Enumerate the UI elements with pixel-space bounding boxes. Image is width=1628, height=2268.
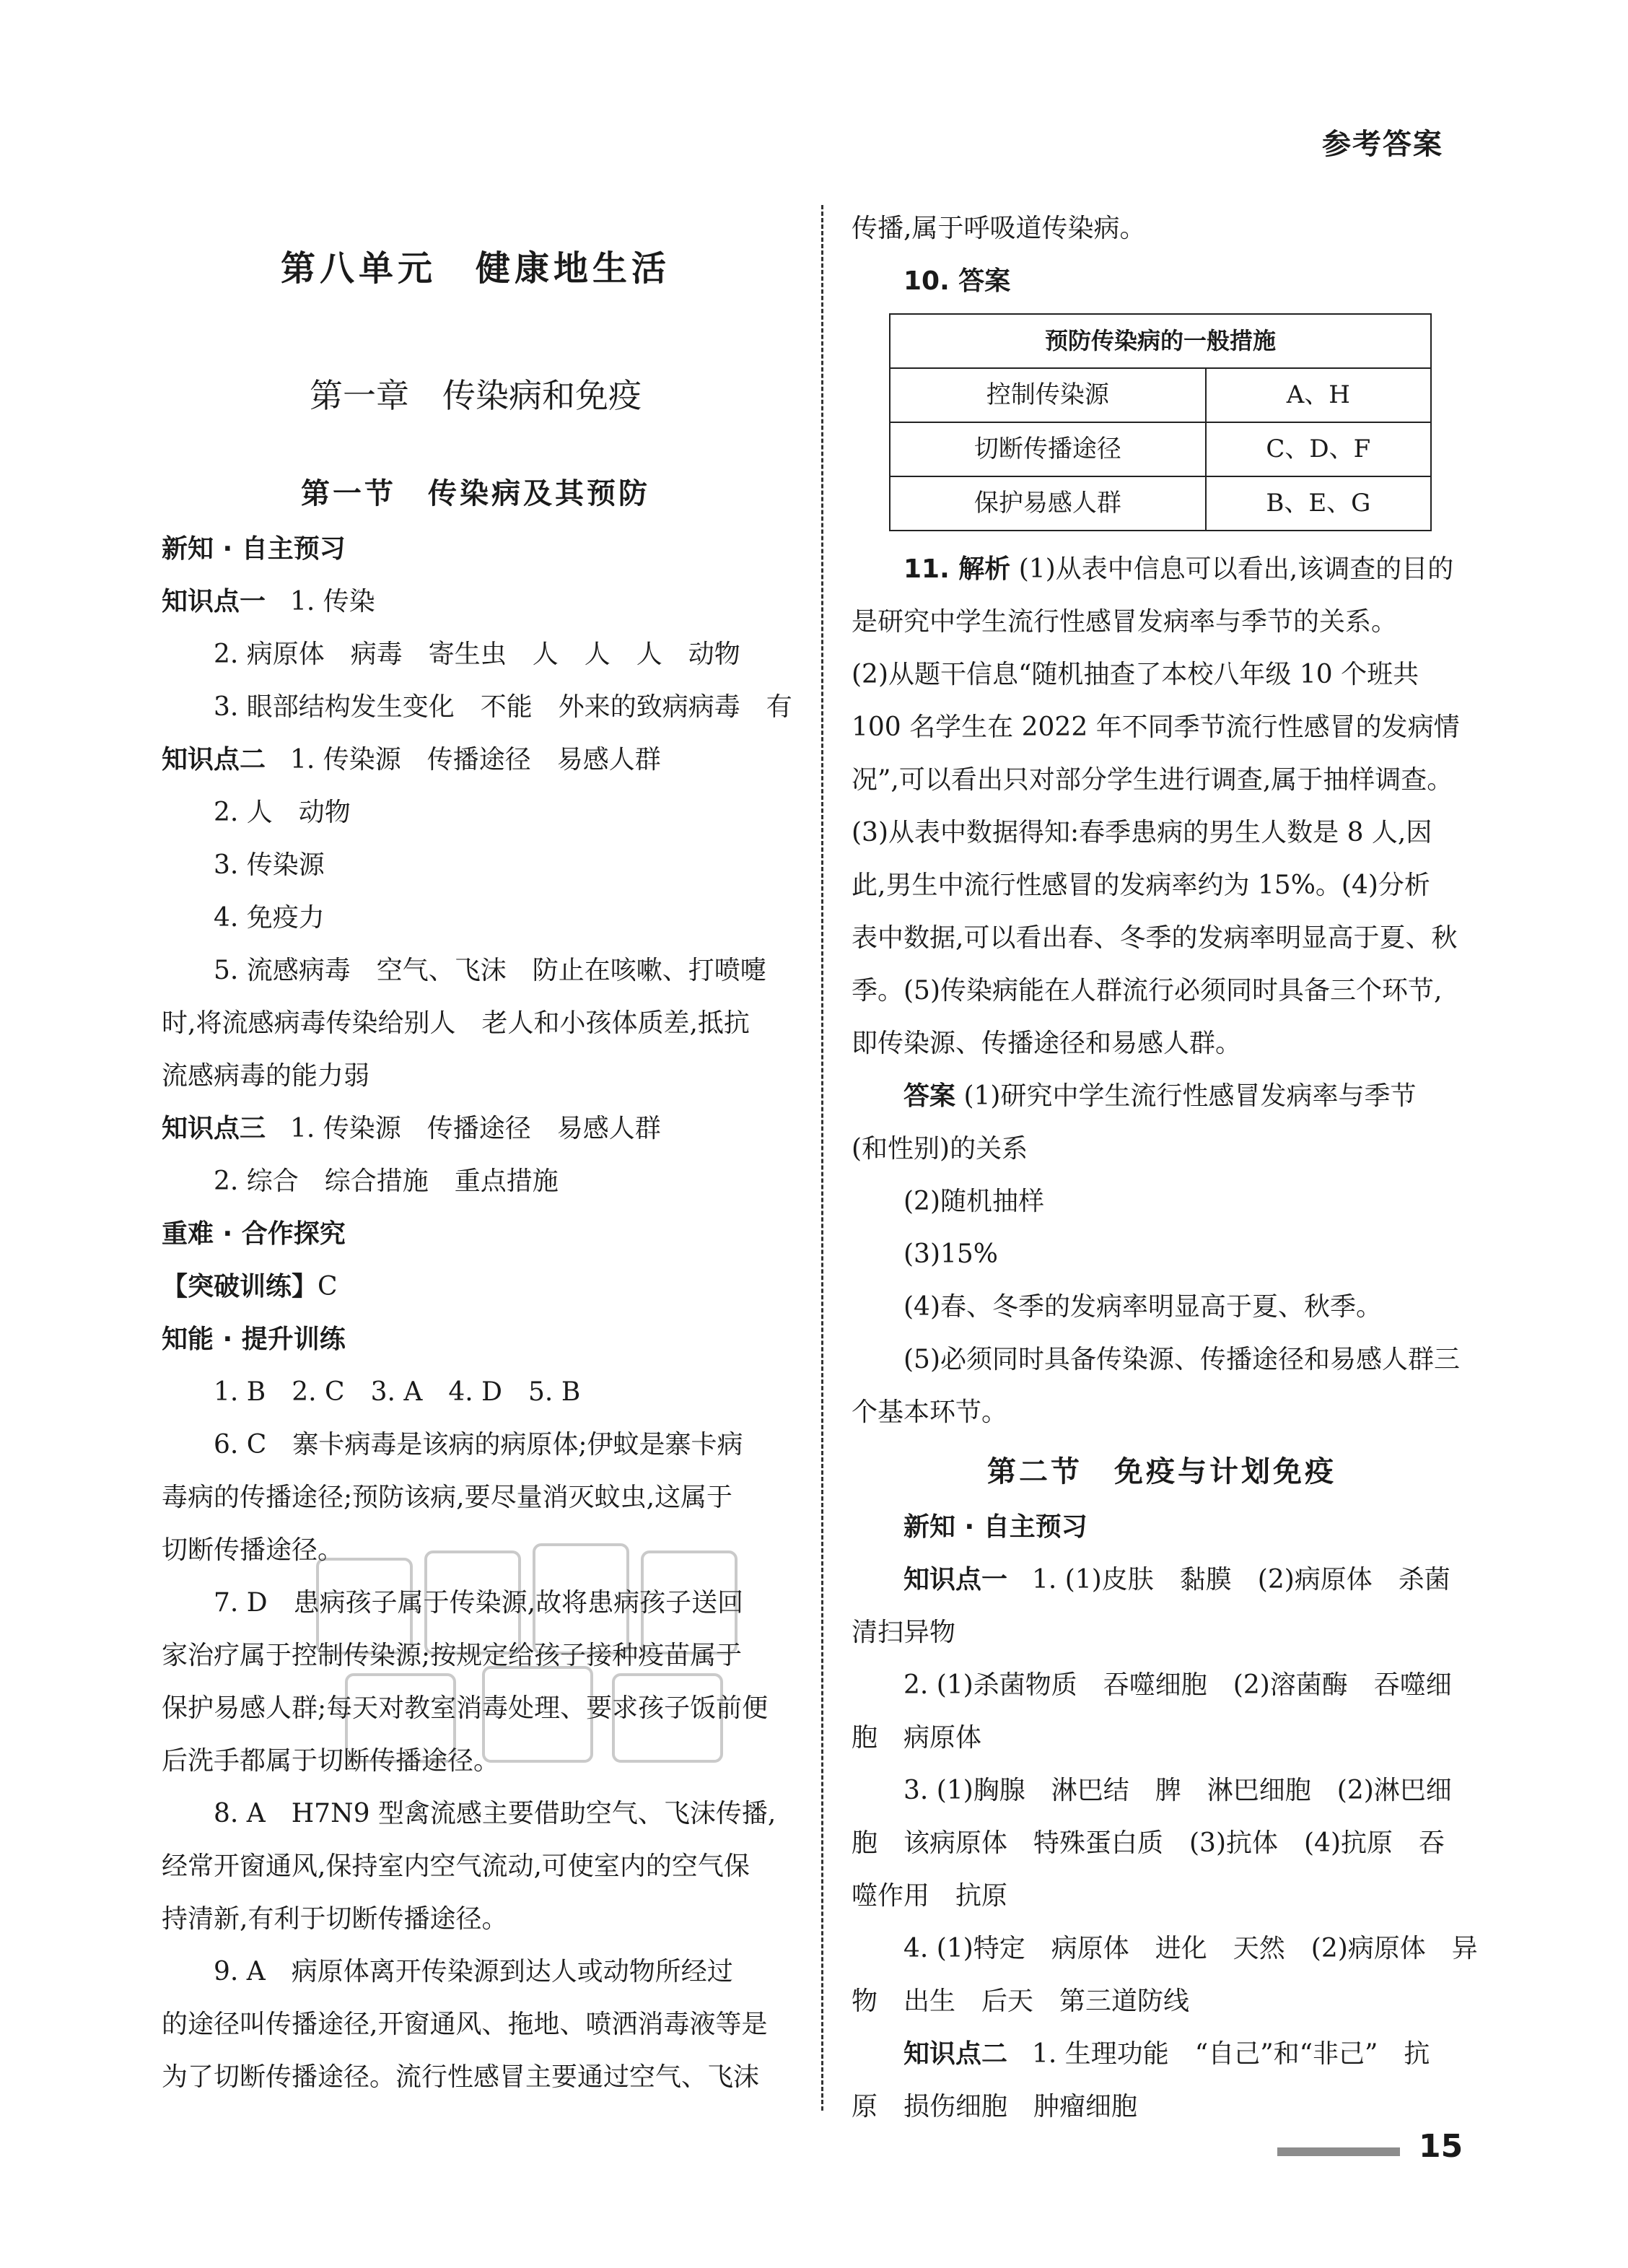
- answer-line: 传播,属于呼吸道传染病。: [852, 214, 1146, 243]
- answer-line: 原 损伤细胞 肿瘤细胞: [852, 2092, 1138, 2121]
- answer-label: 答案: [903, 1081, 956, 1111]
- header-label: 参考答案: [1322, 128, 1443, 161]
- table-cell-answer: B、E、G: [1206, 476, 1431, 531]
- section-2-title: 第二节 免疫与计划免疫: [987, 1455, 1336, 1488]
- table-cell-measure: 保护易感人群: [890, 476, 1206, 531]
- table-title: 预防传染病的一般措施: [890, 314, 1431, 368]
- answer-line: 9. A 病原体离开传染源到达人或动物所经过: [214, 1957, 733, 1986]
- answer-line: 4. 免疫力: [214, 903, 325, 933]
- unit-title: 第八单元 健康地生活: [280, 248, 670, 289]
- answer-line: (和性别)的关系: [852, 1134, 1028, 1164]
- answer-line: 表中数据,可以看出春、冬季的发病率明显高于夏、秋: [852, 923, 1458, 953]
- heading-new-knowledge: 新知 · 自主预习: [903, 1512, 1087, 1542]
- answer-line: 1. 传染源 传播途径 易感人群: [290, 745, 661, 775]
- table-row: [890, 422, 1431, 476]
- answer-line: 3. 眼部结构发生变化 不能 外来的致病病毒 有: [214, 692, 792, 722]
- column-divider: [821, 205, 823, 2111]
- answer-line: 切断传播途径。: [162, 1535, 344, 1565]
- table-row: [890, 368, 1431, 422]
- page-number: 15: [1419, 2128, 1463, 2165]
- answer-line: (5)必须同时具备传染源、传播途径和易感人群三: [903, 1345, 1460, 1374]
- answer-line: 6. C 寨卡病毒是该病的病原体;伊蚊是寨卡病: [214, 1430, 743, 1460]
- answer-line: (2)随机抽样: [903, 1187, 1044, 1216]
- answer-line: 1. B 2. C 3. A 4. D 5. B: [214, 1377, 581, 1407]
- answer-line: 2. 病原体 病毒 寄生虫 人 人 人 动物: [214, 640, 740, 669]
- heading-hard-points: 重难 · 合作探究: [162, 1219, 346, 1249]
- heading-skill-training: 知能 · 提升训练: [162, 1325, 346, 1354]
- answer-line: (3)15%: [903, 1239, 999, 1269]
- answer-line: 物 出生 后天 第三道防线: [852, 1986, 1190, 2016]
- answer-line: 况”,可以看出只对部分学生进行调查,属于抽样调查。: [852, 765, 1453, 795]
- answer-line: 1. (1)皮肤 黏膜 (2)病原体 杀菌: [1032, 1565, 1450, 1595]
- breakthrough-label: 【突破训练】: [162, 1272, 318, 1301]
- answer-line: 流感病毒的能力弱: [162, 1061, 370, 1091]
- answer-line: 2. 人 动物: [214, 798, 351, 827]
- answer-line: 是研究中学生流行性感冒发病率与季节的关系。: [852, 607, 1398, 637]
- footer-bar: [1277, 2147, 1400, 2156]
- heading-new-knowledge: 新知 · 自主预习: [162, 534, 346, 564]
- answer-line: 为了切断传播途径。流行性感冒主要通过空气、飞沫: [162, 2062, 760, 2092]
- answer-line: 此,男生中流行性感冒的发病率约为 15%。(4)分析: [852, 871, 1430, 900]
- answer-line: 经常开窗通风,保持室内空气流动,可使室内的空气保: [162, 1852, 750, 1881]
- answer-line: 的途径叫传播途径,开窗通风、拖地、喷洒消毒液等是: [162, 2010, 768, 2039]
- question-10-label: 10. 答案: [903, 266, 1011, 296]
- answer-line: 个基本环节。: [852, 1397, 1008, 1427]
- answer-line: 后洗手都属于切断传播途径。: [162, 1746, 500, 1776]
- knowledge-point-1-label: 知识点一: [162, 587, 266, 616]
- answer-line: 胞 病原体: [852, 1723, 982, 1753]
- answer-line: 2. 综合 综合措施 重点措施: [214, 1166, 559, 1196]
- answer-line: 1. 生理功能 “自己”和“非己” 抗: [1032, 2039, 1430, 2069]
- knowledge-point-1-label: 知识点一: [903, 1565, 1008, 1595]
- knowledge-point-2-label: 知识点二: [162, 745, 266, 775]
- answer-line: 3. (1)胸腺 淋巴结 脾 淋巴细胞 (2)淋巴细: [903, 1776, 1452, 1805]
- answer-line: 即传染源、传播途径和易感人群。: [852, 1029, 1242, 1058]
- breakthrough-answer: C: [318, 1272, 338, 1301]
- answer-line: (2)从题干信息“随机抽查了本校八年级 10 个班共: [852, 660, 1419, 689]
- answer-line: 8. A H7N9 型禽流感主要借助空气、飞沫传播,: [214, 1799, 776, 1828]
- answer-line: 毒病的传播途径;预防该病,要尽量消灭蚊虫,这属于: [162, 1483, 733, 1512]
- table-cell-answer: C、D、F: [1206, 422, 1431, 476]
- table-cell-answer: A、H: [1206, 368, 1431, 422]
- answer-line: (3)从表中数据得知:春季患病的男生人数是 8 人,因: [852, 818, 1432, 847]
- knowledge-point-3-label: 知识点三: [162, 1114, 266, 1143]
- answer-line: 胞 该病原体 特殊蛋白质 (3)抗体 (4)抗原 吞: [852, 1828, 1445, 1858]
- answer-line: 噬作用 抗原: [852, 1881, 1008, 1911]
- chapter-title: 第一章 传染病和免疫: [310, 376, 642, 415]
- answer-line: 清扫异物: [852, 1618, 956, 1647]
- answer-line: 2. (1)杀菌物质 吞噬细胞 (2)溶菌酶 吞噬细: [903, 1670, 1452, 1700]
- answer-line: (4)春、冬季的发病率明显高于夏、秋季。: [903, 1292, 1382, 1322]
- answer-line: 7. D 患病孩子属于传染源,故将患病孩子送回: [214, 1588, 744, 1618]
- watermark-stamp-icon: [303, 1530, 750, 1776]
- table-cell-measure: 控制传染源: [890, 368, 1206, 422]
- answer-line: 时,将流感病毒传染给别人 老人和小孩体质差,抵抗: [162, 1008, 750, 1038]
- table-row: [890, 476, 1431, 531]
- left-column: [162, 202, 792, 2103]
- answer-line: (1)从表中信息可以看出,该调查的目的: [1018, 554, 1454, 584]
- answer-line: 1. 传染源 传播途径 易感人群: [290, 1114, 661, 1143]
- answer-line: 季。(5)传染病能在人群流行必须同时具备三个环节,: [852, 976, 1443, 1006]
- answer-line: 5. 流感病毒 空气、飞沫 防止在咳嗽、打喷嚏: [214, 956, 766, 985]
- answer-line: 家治疗属于控制传染源;按规定给孩子接种疫苗属于: [162, 1641, 743, 1670]
- answer-line: 3. 传染源: [214, 850, 325, 880]
- prevention-measures-table: [889, 313, 1432, 531]
- knowledge-point-2-label: 知识点二: [903, 2039, 1008, 2069]
- answer-line: 持清新,有利于切断传播途径。: [162, 1904, 508, 1934]
- question-11-label: 11. 解析: [903, 554, 1011, 584]
- section-title: 第一节 传染病及其预防: [301, 477, 650, 510]
- answer-line: 4. (1)特定 病原体 进化 天然 (2)病原体 异: [903, 1934, 1478, 1963]
- answer-line: 1. 传染: [290, 587, 375, 616]
- right-column: [852, 202, 1478, 2133]
- answer-line: 100 名学生在 2022 年不同季节流行性感冒的发病情: [852, 712, 1460, 742]
- table-cell-measure: 切断传播途径: [890, 422, 1206, 476]
- answer-line: 保护易感人群;每天对教室消毒处理、要求孩子饭前便: [162, 1693, 769, 1723]
- answer-line: (1)研究中学生流行性感冒发病率与季节: [963, 1081, 1417, 1111]
